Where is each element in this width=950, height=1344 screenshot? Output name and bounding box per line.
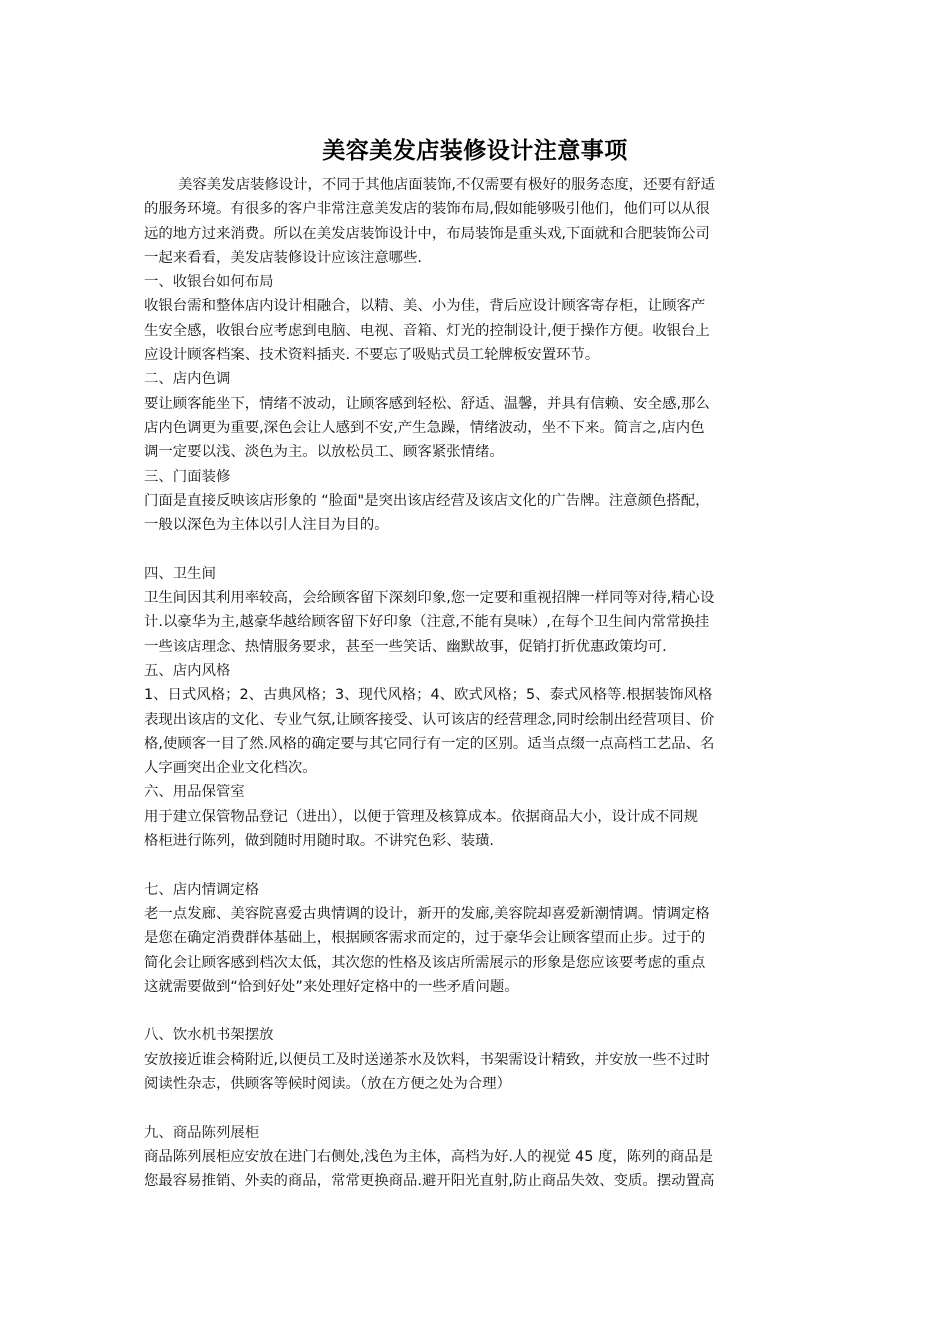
- paragraph-line: 远的地方过来消费。所以在美发店装饰设计中，布局装饰是重头戏,下面就和合肥装饰公司: [144, 225, 710, 242]
- paragraph-line: 格柜进行陈列，做到随时用随时取。不讲究色彩、装璜.: [144, 833, 494, 850]
- paragraph-line: 美容美发店装修设计，不同于其他店面装饰,不仅需要有极好的服务态度，还要有舒适: [178, 177, 716, 193]
- paragraph-line: 计.以豪华为主,越豪华越给顾客留下好印象（注意,不能有臭味）,在每个卫生间内常常换挂: [144, 614, 710, 631]
- paragraph: [144, 805, 806, 854]
- paragraph-line: 用于建立保管物品登记（进出），以便于管理及核算成本。依据商品大小，设计成不同规: [144, 808, 699, 825]
- paragraph: [144, 294, 806, 367]
- paragraph-line: 人字画突出企业文化档次。: [144, 760, 317, 777]
- paragraph-line: 店内色调更为重要,深色会让人感到不安,产生急躁，情绪波动，坐不下来。简言之,店内色: [144, 419, 705, 436]
- paragraph-line: 一般以深色为主体以引人注目为目的。: [144, 517, 389, 534]
- section-heading: 三、门面装修: [144, 468, 231, 485]
- paragraph-line: 是您在确定消费群体基础上，根据顾客需求而定的，过于豪华会让顾客望而止步。过于的: [144, 930, 706, 947]
- paragraph-line: 安放接近谁会椅附近,以便员工及时送递茶水及饮料，书架需设计精致，并安放一些不过时: [144, 1051, 710, 1068]
- paragraph-line: 阅读性杂志，供顾客等候时阅读。（放在方便之处为合理）: [144, 1075, 511, 1092]
- section-heading: 五、店内风格: [144, 662, 231, 679]
- section-heading: 八、饮水机书架摆放: [144, 1027, 274, 1044]
- paragraph-line: 应设计顾客档案、技术资料插夹. 不要忘了吸贴式员工轮牌板安置环节。: [144, 347, 600, 364]
- paragraph: [144, 902, 806, 999]
- paragraph-line: 一起来看看，美发店装修设计应该注意哪些.: [144, 249, 422, 266]
- paragraph-line: 格,使顾客一目了然.风格的确定要与其它同行有一定的区别。适当点缀一点高档工艺品、名: [144, 735, 715, 752]
- paragraph: [144, 683, 806, 780]
- section-heading: 六、用品保管室: [144, 784, 245, 801]
- paragraph: [144, 392, 806, 465]
- paragraph-line: 要让顾客能坐下，情绪不波动，让顾客感到轻松、舒适、温馨，并具有信赖、安全感,那么: [144, 395, 710, 412]
- paragraph-line: 老一点发廊、美容院喜爱古典情调的设计，新开的发廊,美容院却喜爱新潮情调。情调定格: [144, 905, 710, 922]
- section-heading: 九、商品陈列展柜: [144, 1124, 260, 1141]
- paragraph-line: 这就需要做到“恰到好处”来处理好定格中的一些矛盾问题。: [144, 978, 519, 995]
- paragraph: [144, 173, 806, 270]
- paragraph-line: 表现出该店的文化、专业气氛,让顾客接受、认可该店的经营理念,同时绘制出经营项目、价: [144, 711, 715, 728]
- document-body: [144, 173, 806, 1193]
- paragraph-line: 调一定要以浅、淡色为主。以放松员工、顾客紧张情绪。: [144, 444, 504, 461]
- paragraph-line: 收银台需和整体店内设计相融合，以精、美、小为佳，背后应设计顾客寄存柜，让顾客产: [144, 298, 706, 315]
- section-heading: 二、店内色调: [144, 371, 231, 388]
- paragraph-line: 一些该店理念、热情服务要求，甚至一些笑话、幽默故事，促销打折优惠政策均可.: [144, 638, 667, 655]
- blank-line: [144, 537, 806, 561]
- paragraph-line: 商品陈列展柜应安放在进门右侧处,浅色为主体，高档为好.人的视觉 45 度，陈列的商品是: [144, 1148, 714, 1165]
- section-heading: 四、卫生间: [144, 565, 216, 582]
- paragraph-line: 的服务环境。有很多的客户非常注意美发店的装饰布局,假如能够吸引他们，他们可以从很: [144, 201, 710, 218]
- paragraph-line: 门面是直接反映该店形象的 “脸面"是突出该店经营及该店文化的广告牌。注意颜色搭配，: [144, 492, 710, 509]
- paragraph: [144, 489, 806, 538]
- paragraph-line: 卫生间因其利用率较高，会给顾客留下深刻印象,您一定要和重视招牌一样同等对待,精心设: [144, 590, 715, 607]
- section-heading: 七、店内情调定格: [144, 881, 260, 898]
- paragraph: [144, 1048, 806, 1097]
- blank-line: [144, 1096, 806, 1120]
- document-title: 美容美发店装修设计注意事项: [322, 137, 628, 164]
- paragraph: [144, 1145, 806, 1194]
- paragraph: [144, 586, 806, 659]
- blank-line: [144, 853, 806, 877]
- paragraph-line: 生安全感，收银台应考虑到电脑、电视、音箱、灯光的控制设计,便于操作方便。收银台上: [144, 322, 710, 339]
- paragraph-line: 简化会让顾客感到档次太低，其次您的性格及该店所需展示的形象是您应该要考虑的重点: [144, 954, 706, 971]
- blank-line: [144, 999, 806, 1023]
- section-heading: 一、收银台如何布局: [144, 274, 274, 291]
- paragraph-line: 1、日式风格；2、古典风格；3、现代风格；4、欧式风格；5、泰式风格等.根据装饰风格: [144, 687, 713, 704]
- paragraph-line: 您最容易推销、外卖的商品，常常更换商品.避开阳光直射,防止商品失效、变质。摆动置高: [144, 1173, 715, 1190]
